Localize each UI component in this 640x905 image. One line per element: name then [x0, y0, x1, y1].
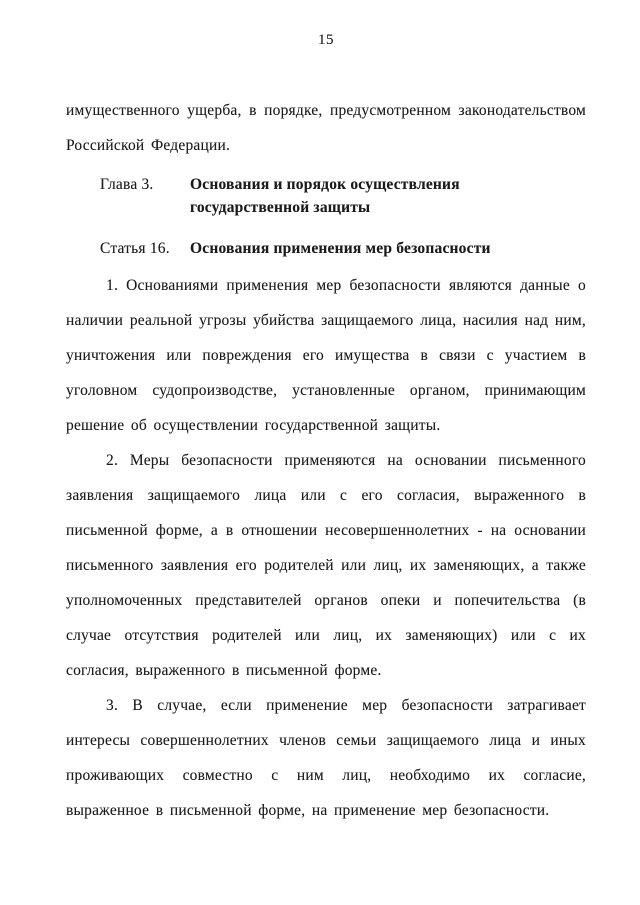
chapter-heading	[100, 173, 586, 219]
chapter-label: Глава 3.	[100, 176, 154, 193]
page-number: 15	[318, 32, 334, 48]
text-block	[66, 30, 586, 828]
chapter-title-line: государственной защиты	[190, 199, 371, 216]
body-paragraph: 2. Меры безопасности применяются на основании письменного заявления защищаемого лица или с его согласия, выраженного в письменной форме, а в отношении несовершеннолетних - на основании письменного заявления его родителей или лиц, их заменяющих, а также уполномоченных представителей органов опеки и попечительства (в случае отсутствия родителей или лиц, их заменяющих) или с их согласия, выраженного в письменной форме.	[66, 452, 586, 679]
article-title: Основания применения мер безопасности	[190, 240, 491, 257]
article-heading	[100, 237, 586, 260]
body-paragraph: 3. В случае, если применение мер безопасности затрагивает интересы совершеннолетних членов семьи защищаемого лица и иных проживающих совместно с ним лиц, необходимо их согласие, выраженное в письменной форме, на применение мер безопасности.	[66, 697, 586, 819]
article-label: Статья 16.	[100, 240, 170, 257]
chapter-title-line: Основания и порядок осуществления	[190, 176, 460, 193]
chapter-title	[190, 173, 460, 219]
continuation-paragraph: имущественного ущерба, в порядке, предусмотренном законодательством Российской Федерации.	[66, 102, 586, 154]
body-paragraph: 1. Основаниями применения мер безопасности являются данные о наличии реальной угрозы убийства защищаемого лица, насилия над ним, уничтожения или повреждения его имущества в связи с участием в уголовном судопроизводстве, установленные органом, принимающим решение об осуществлении государственной защиты.	[66, 277, 586, 434]
